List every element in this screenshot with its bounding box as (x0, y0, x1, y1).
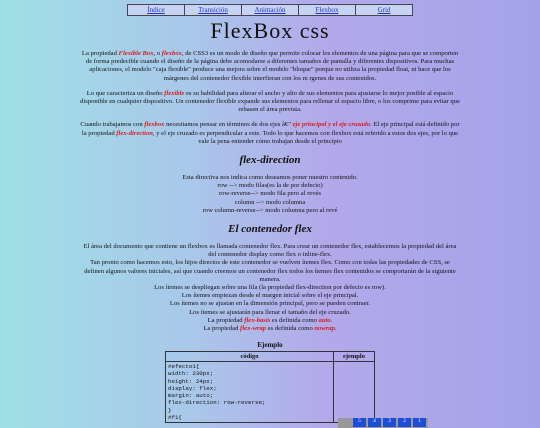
column-header-demo: ejemplo (333, 352, 374, 362)
nav-item-animacion[interactable] (242, 5, 299, 16)
term-flex-wrap: flex-wrap (240, 325, 267, 333)
list-item: Los ítemes se despliegan sobre una fila (la propiedad flex-direction por defecto es row). (154, 284, 386, 292)
nav-item-transicion[interactable] (185, 5, 242, 16)
text: , y el eje cruzado es perpendicular a este. Todo lo que hacemos con flexbox está referido a estos dos ejes, por lo que vale la pena entender cómo trabajan desde el principio (152, 129, 459, 145)
list-item: row-reverse--> modo fila pero al revés (218, 190, 322, 198)
text: . El eje principal está definido por la propiedad (81, 121, 460, 137)
intro-paragraph-3 (78, 121, 462, 146)
nav-item-flexbox[interactable] (299, 5, 356, 16)
list-item: El área del documento que contiene un flexbox es llamada contenedor flex. Para crear un contenedor flex, establecemos la propiedad del área del contenedor display como flex o inline-flex. (83, 243, 457, 259)
flex-item: 2 (398, 418, 411, 427)
flex-item: 3 (383, 418, 396, 427)
list-item (80, 325, 460, 333)
list-item: column --> modo columna (234, 198, 306, 206)
example-table (165, 351, 421, 424)
section-heading-flex-direction: flex-direction (239, 154, 301, 167)
demo-cell (333, 362, 421, 424)
text: Lo que caracteriza un diseño (86, 89, 165, 97)
nav-link-indice[interactable]: Índice (147, 6, 165, 14)
nav-link-animacion[interactable]: Animación (254, 6, 286, 14)
list-item: Esta directiva nos indica como deseamos poner nuestro contenido. (182, 174, 358, 182)
column-header-code: código (166, 352, 334, 362)
term-flex-basis: flex-basis (244, 316, 271, 324)
list-item: Los ítemes empiezan desde el margen inicial sobre el eje principal. (181, 292, 359, 300)
nav-item-indice[interactable] (128, 5, 185, 16)
list-item: Tan pronto como hacemos esto, los hijos directos de este contenedor se vuelven ítemes flex. Como con todas las propiedades de CSS, se definen algunos valores iniciales, así que cuando creemos un contenedor flex todos los ítemes flex contenidos se comportarán de la siguiente manera. (84, 259, 456, 283)
page-title: FlexBox css (210, 18, 330, 43)
flex-demo-container (338, 418, 428, 428)
text: La propiedad (207, 316, 245, 324)
text: . (334, 325, 337, 333)
flex-direction-list (80, 174, 460, 215)
nav-item-grid[interactable] (356, 5, 413, 16)
text: , de CSS3 es un modo de diseño que permite colocar los elementos de una página para que se comporten de forma predecible cuando el diseño de la página debe acomodarse a diferentes tamaños de pantalla y diferentes dispositivos. Para muchas aplicaciones, el modelo "caja flexible" produce una mejora sobre el modelo "bloque" porque no utiliza la propiedad float, ni hace que los márgenes del contenedor flexible interfieran con los m rgenes de sus contenidos. (85, 50, 459, 82)
text: necesitamos pensar en términos de dos ejes â€" (164, 121, 293, 129)
value-nowrap: nowrap (314, 325, 335, 333)
term-flexible-box: Flexible Box (118, 50, 154, 57)
flex-item: 1 (413, 418, 426, 427)
term-flexbox: flexbox (161, 50, 182, 57)
text: es su habilidad para alterar el ancho y alto de sus elementos para ajustarse lo mejor posible al espacio disponible en cualquier dispositivo. Un contenedor flexible expande sus elementos para rellenar el espacio libre, o los comprime para evitar que rebasen el área prevista. (80, 89, 460, 114)
list-item: Los ítemes se ajustarán para llenar el tamaño del eje cruzado. (189, 308, 351, 316)
list-item: Los ítemes no se ajustan en la dimensión principal, pero se pueden contraer. (169, 300, 371, 308)
nav-link-transicion[interactable]: Transición (198, 6, 228, 14)
text: , o (153, 50, 162, 57)
top-nav (0, 0, 540, 16)
term-axes: eje principal y el eje cruzado (292, 121, 371, 129)
list-item: row --> modo filas(es la de por defecto) (217, 182, 323, 190)
term-flexible: flexible (164, 89, 185, 97)
intro-paragraph-1 (78, 50, 462, 83)
term-flexbox: flexbox (144, 121, 165, 129)
text: Cuando trabajamos con (80, 121, 145, 129)
code-sample: #efecto1{ width: 230px; height: 24px; display: flex; margin: auto; flex-direction: row-reverse; } #f1{ (166, 362, 334, 423)
text: es definida como (266, 325, 315, 333)
intro-paragraph-2 (78, 90, 462, 115)
flex-item: 5 (353, 418, 366, 427)
text: es definida como (270, 316, 319, 324)
nav-link-grid[interactable]: Grid (377, 6, 391, 14)
nav-link-flexbox[interactable]: Flexbox (315, 6, 339, 14)
term-flex-direction: flex-direction (116, 129, 153, 137)
nav-table (127, 4, 413, 16)
section-heading-contenedor-flex: El contenedor flex (228, 223, 312, 236)
list-item (80, 317, 460, 325)
text: La propiedad (203, 325, 241, 333)
text: La propiedad (81, 50, 119, 57)
list-item: row column-reverse--> modo columna pero al revé (202, 206, 338, 214)
flex-item: 4 (368, 418, 381, 427)
text: . (330, 316, 333, 324)
value-auto: auto (318, 316, 331, 324)
example-title: Ejemplo (257, 341, 283, 350)
contenedor-flex-text (80, 243, 460, 333)
